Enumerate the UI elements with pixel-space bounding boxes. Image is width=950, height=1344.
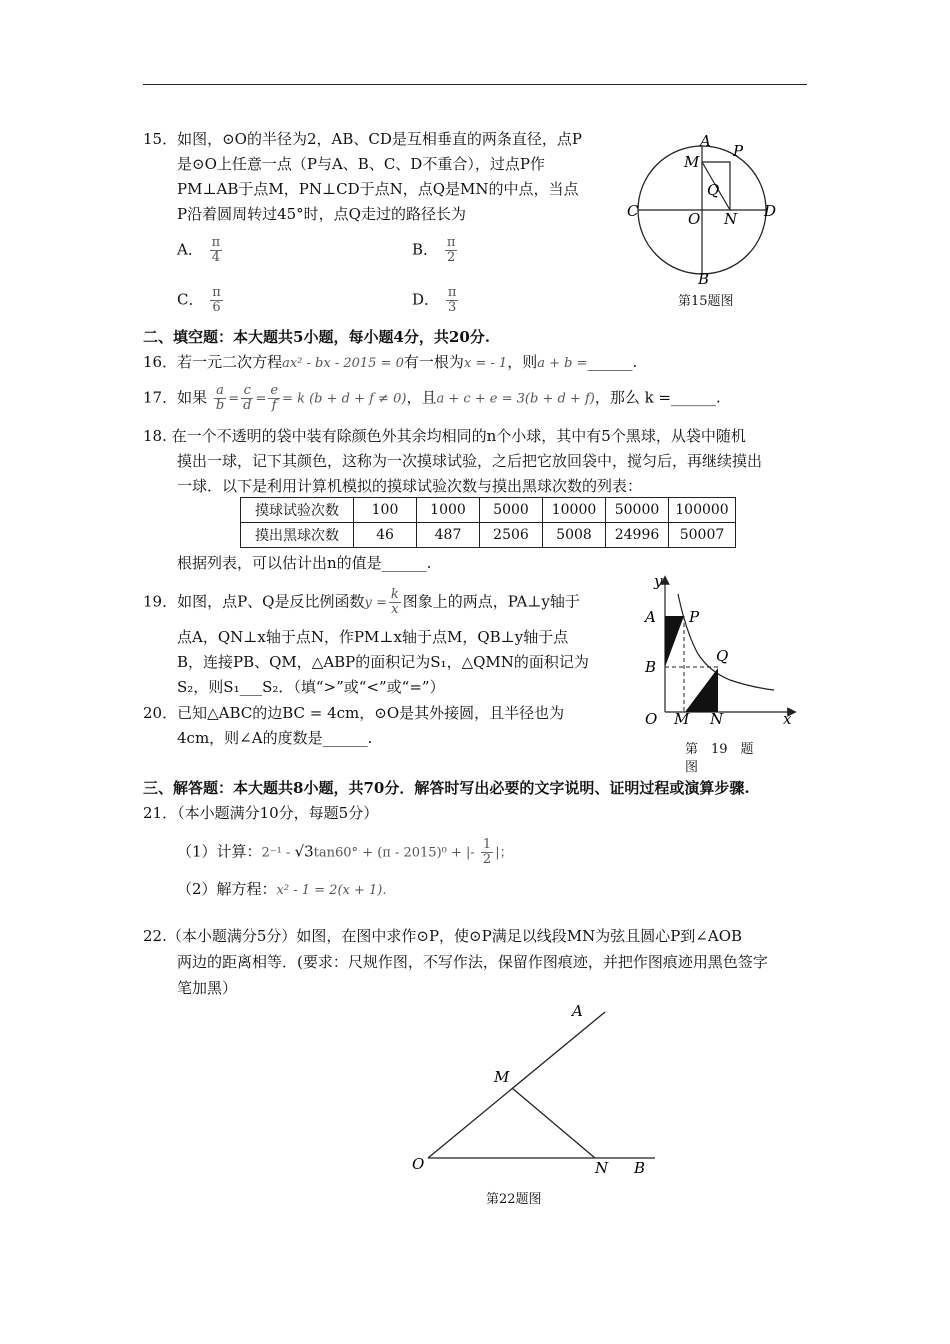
q19-line-4: S₂，则S₁___S₂．（填“>”或“<”或“=”） [177,678,445,696]
table-cell: 1000 [417,498,480,523]
triangle-qmn [685,668,718,712]
q15-option-b: B． $\frac{\pi}{2}$ [412,235,456,265]
triangle-abp [665,616,684,667]
q20-line-2: 4cm，则∠A的度数是______. [177,729,373,747]
label-o: O [412,1155,425,1173]
table-cell: 24996 [606,523,669,548]
table-row [241,523,736,548]
q15-option-d-fraction: $\frac{\pi}{3}$ [447,285,457,315]
q19-line-3: B，连接PB、QM，△ABP的面积记为S₁，△QMN的面积记为 [177,653,589,671]
q15-option-a: A． $\frac{\pi}{4}$ [177,235,221,265]
q18-after: 根据列表，可以估计出n的值是______. [177,554,432,572]
q18-line-3: 一球．以下是利用计算机模拟的摸球试验次数与摸出黑球次数的列表： [177,477,643,495]
q15-line-2: 是⊙O上任意一点（P与A、B、C、D不重合），过点P作 [177,155,545,173]
table-cell: 10000 [543,498,606,523]
q17-frac-e-f: $\frac{e}{f}$ [270,383,279,413]
q15-option-c: C． $\frac{\pi}{6}$ [177,285,221,315]
q18-line-1: 18. 在一个不透明的袋中装有除颜色外其余均相同的n个小球，其中有5个黑球，从袋中随机 [143,427,746,445]
table-row [241,498,736,523]
q19-hyperbola-figure [640,572,800,732]
label-o: O [645,710,658,728]
q19-caption-line-1: 第 19 题 [685,742,754,757]
q15-circle-figure [627,130,790,290]
q19-line-2: 点A，QN⊥x轴于点N，作PM⊥x轴于点M，QB⊥y轴于点 [177,628,569,646]
segment-mn [512,1088,595,1158]
q18-line-2: 摸出一球，记下其颜色，这称为一次摸球试验，之后把它放回袋中，搅匀后，再继续摸出 [177,452,763,470]
q21-head: 21．（本小题满分10分，每题5分） [143,804,379,822]
label-p: P [689,608,700,626]
label-x: x [783,710,792,728]
q15-option-c-fraction: $\frac{\pi}{6}$ [212,285,221,315]
label-q: Q [707,181,720,199]
table-cell: 5008 [543,523,606,548]
q15-option-b-fraction: $\frac{\pi}{2}$ [446,235,456,265]
q19-caption-line-2: 图 [685,760,699,775]
label-b: B [645,658,657,676]
label-y: y [654,572,663,590]
label-c: C [627,202,639,220]
table-cell: 46 [354,523,417,548]
table-cell: 100 [354,498,417,523]
label-b: B [634,1159,646,1177]
ray-oa [428,1012,605,1158]
label-p: P [733,142,744,160]
q17-frac-a-b: $\frac{a}{b}$ [215,383,225,413]
label-b: B [698,270,710,288]
q15-line-3: PM⊥AB于点M，PN⊥CD于点N，点Q是MN的中点，当点 [177,180,579,198]
q17: 17．如果 $\frac{a}{b}$ = $\frac{c}{d}$ = $\frac{e}{f}$ = k (b + d + f ≠ 0)，且a + c + e = 3(b + d + f)，那么 k =______. [143,383,721,413]
top-rule [143,84,807,85]
table-cell: 2506 [480,523,543,548]
q22-angle-figure [400,1000,670,1185]
label-a: A [700,132,711,150]
label-a: A [645,608,656,626]
q20-line-1: 20．已知△ABC的边BC = 4cm，⊙O是其外接圆，且半径也为 [143,704,565,722]
label-n: N [595,1159,609,1177]
q19-line-1: 19．如图，点P、Q是反比例函数y = $\frac{k}{x}$ 图象上的两点，PA⊥y轴于 [143,587,580,617]
label-m: M [674,710,690,728]
label-a: A [572,1002,583,1020]
table-cell: 100000 [669,498,736,523]
table-cell: 487 [417,523,480,548]
label-n: N [710,710,724,728]
q22-caption: 第22题图 [486,1192,542,1207]
q22-line-1: 22.（本小题满分5分）如图，在图中求作⊙P，使⊙P满足以线段MN为弦且圆心P到∠AOB [143,927,743,945]
q16: 16．若一元二次方程ax² - bx - 2015 = 0有一根为x = - 1，则a + b =______. [143,353,638,371]
table-cell: 摸出黑球次数 [241,523,354,548]
q19-frac-k-x: $\frac{k}{x}$ [390,587,399,617]
label-m: M [684,153,700,171]
label-d: D [764,202,777,220]
q21-part-1: （1）计算：2⁻¹ - √3tan60° + (π - 2015)⁰ + |- $\frac{1}{2}$ |； [177,837,513,867]
q22-line-3: 笔加黑） [177,979,238,997]
q22-line-2: 两边的距离相等．(要求：尺规作图，不写作法，保留作图痕迹，并把作图痕迹用黑色签字 [177,953,768,971]
q15-line-4: P沿着圆周转过45°时，点Q走过的路径长为 [177,205,466,223]
q17-frac-c-d: $\frac{c}{d}$ [243,383,252,413]
section-2-heading: 二、填空题：本大题共5小题，每小题4分，共20分. [143,328,490,346]
table-cell: 50007 [669,523,736,548]
table-cell: 5000 [480,498,543,523]
table-cell: 50000 [606,498,669,523]
q21-frac-half: $\frac{1}{2}$ [482,837,492,867]
q15-caption: 第15题图 [678,294,734,309]
q15-option-d: D． $\frac{\pi}{3}$ [412,285,457,315]
table-cell: 摸球试验次数 [241,498,354,523]
q21-part-2: （2）解方程：x² - 1 = 2(x + 1). [177,880,387,898]
q15-option-a-fraction: $\frac{\pi}{4}$ [211,235,221,265]
label-q: Q [716,647,729,665]
label-o: O [688,210,701,228]
section-3-heading: 三、解答题：本大题共8小题，共70分．解答时写出必要的文字说明、证明过程或演算步骤. [143,779,750,797]
label-m: M [494,1068,510,1086]
q15-line-1: 15．如图，⊙O的半径为2，AB、CD是互相垂直的两条直径，点P [143,130,582,148]
q18-table [240,497,736,548]
label-n: N [724,210,738,228]
